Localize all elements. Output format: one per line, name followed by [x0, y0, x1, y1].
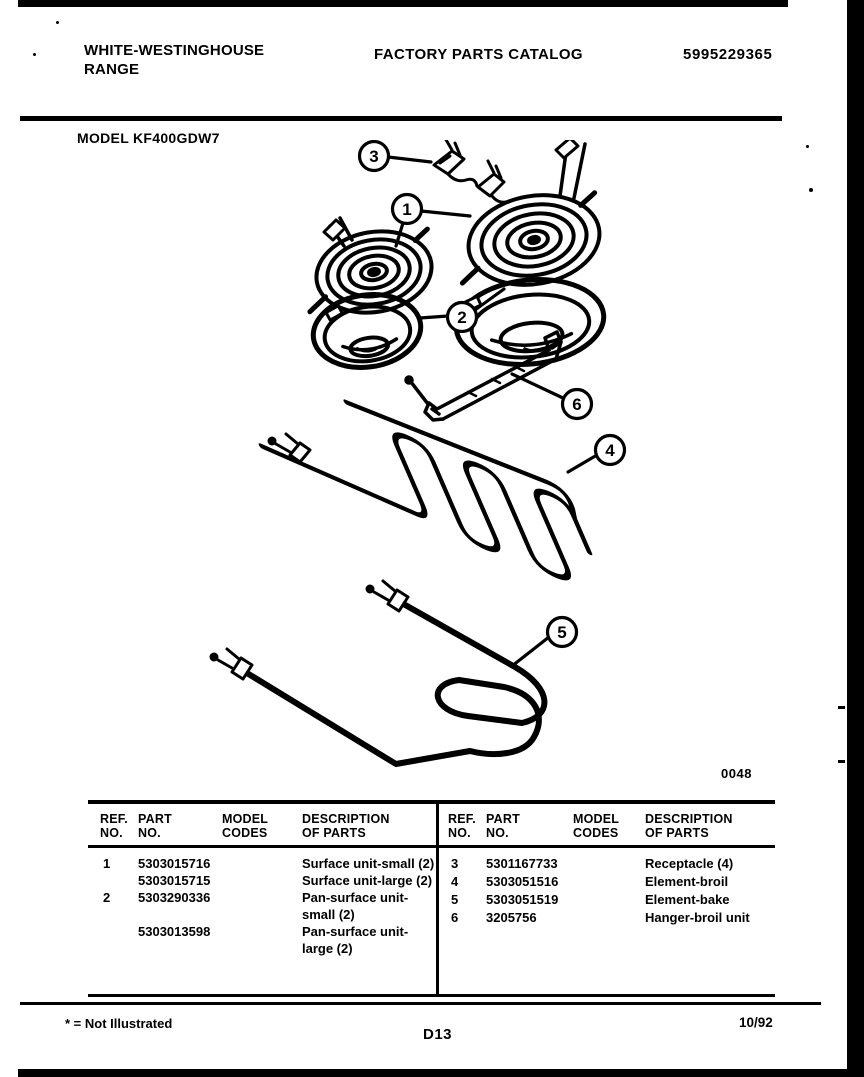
header-rule [20, 116, 782, 121]
table-row: 5 5303051519 Element-bake [451, 892, 730, 907]
col-header-part: PART NO. [486, 812, 520, 840]
figure-number: 0048 [721, 766, 752, 781]
table-row: 3 5301167733 Receptacle (4) [451, 856, 734, 871]
col-header-model: MODEL CODES [222, 812, 269, 840]
table-row: 6 3205756 Hanger-broil unit [451, 910, 750, 925]
parts-diagram [0, 140, 864, 800]
table-row: 5303013598 Pan-surface unit- [138, 924, 409, 939]
footer-rule [20, 1002, 821, 1005]
scan-speck [56, 21, 59, 24]
callout-3 [360, 142, 389, 171]
callout-5 [548, 618, 577, 647]
col-header-part: PART NO. [138, 812, 172, 840]
not-illustrated-note: * = Not Illustrated [65, 1016, 173, 1031]
col-header-model: MODEL CODES [573, 812, 620, 840]
table-row: large (2) [302, 941, 353, 956]
table-row: small (2) [302, 907, 355, 922]
callout-2 [448, 303, 477, 332]
surface-element-large [450, 140, 609, 297]
callout-4 [596, 436, 625, 465]
svg-text:6: 6 [572, 395, 582, 415]
svg-text:2: 2 [457, 308, 467, 328]
bake-element-terminals [211, 581, 408, 679]
table-top-border [88, 800, 775, 804]
col-header-ref: REF. NO. [100, 812, 128, 840]
scan-artifact-top-bar [18, 0, 788, 7]
svg-text:3: 3 [369, 147, 379, 167]
page-number: D13 [423, 1026, 453, 1043]
col-header-ref: REF. NO. [448, 812, 476, 840]
table-header-underline [88, 845, 775, 848]
callout-1 [393, 195, 422, 224]
col-header-desc: DESCRIPTION OF PARTS [645, 812, 733, 840]
catalog-title: FACTORY PARTS CATALOG [374, 46, 583, 63]
brand-line1: WHITE-WESTINGHOUSE [84, 42, 265, 59]
table-bottom-border [88, 994, 775, 997]
table-row: 5303015715 Surface unit-large (2) [138, 873, 433, 888]
callout-6 [563, 390, 592, 419]
publication-number: 5995229365 [683, 46, 773, 63]
bake-element [242, 602, 544, 764]
receptacle-part [434, 140, 510, 202]
svg-text:5: 5 [557, 623, 567, 643]
brand-line2: RANGE [84, 61, 140, 78]
scan-speck [33, 53, 36, 56]
col-header-desc: DESCRIPTION OF PARTS [302, 812, 390, 840]
model-number: MODEL KF400GDW7 [77, 130, 220, 146]
svg-text:4: 4 [605, 441, 615, 461]
date-code: 10/92 [739, 1015, 773, 1030]
table-row: 1 5303015716 Surface unit-small (2) [103, 856, 435, 871]
scan-artifact-bottom-bar [18, 1069, 864, 1077]
table-row: 2 5303290336 Pan-surface unit- [103, 890, 409, 905]
svg-text:1: 1 [402, 200, 412, 220]
brand-heading [84, 41, 264, 79]
table-row: 4 5303051516 Element-broil [451, 874, 729, 889]
